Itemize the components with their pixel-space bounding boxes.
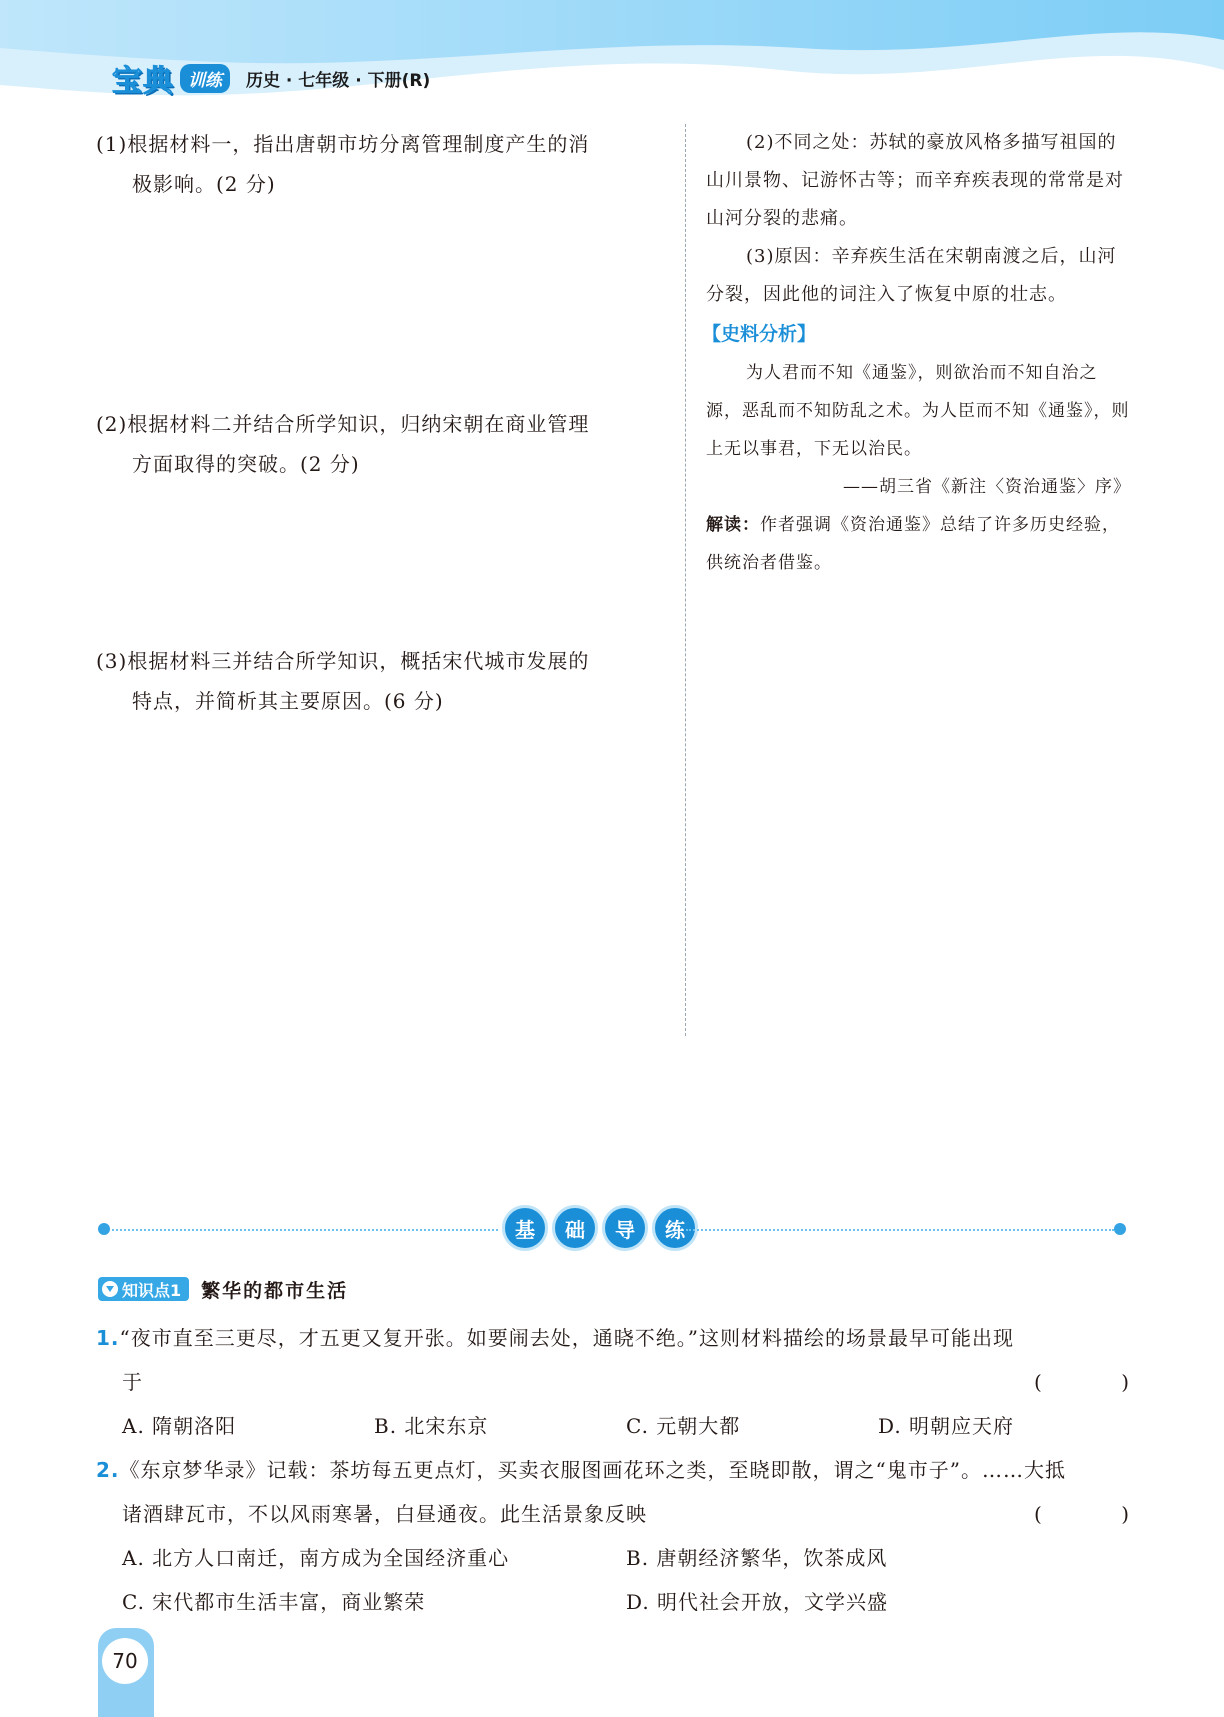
sub-question-text-line2: 极影响。(2 分) bbox=[132, 172, 276, 196]
answer-blank[interactable] bbox=[1034, 1492, 1130, 1536]
option-d[interactable]: D. 明朝应天府 bbox=[878, 1414, 1015, 1438]
sub-question-text-line2: 方面取得的突破。(2 分) bbox=[132, 452, 360, 476]
option-a[interactable]: A. 北方人口南迁，南方成为全国经济重心 bbox=[122, 1546, 510, 1570]
historical-quote: 为人君而不知《通鉴》，则欲治而不知自治之源，恶乱而不知防乱之术。为人臣而不知《通鉴》，则上无以事君，下无以治民。 bbox=[706, 363, 1130, 459]
question-2 bbox=[96, 1448, 1130, 1624]
knowledge-point-tag bbox=[98, 1277, 189, 1301]
banner-char-3: 导 bbox=[602, 1205, 648, 1251]
analysis-paragraph bbox=[706, 506, 1131, 582]
banner-char-4: 练 bbox=[652, 1205, 698, 1251]
option-b[interactable]: B. 北宋东京 bbox=[374, 1414, 489, 1438]
brand-logo bbox=[112, 60, 431, 99]
sub-question-1 bbox=[96, 124, 666, 204]
page-header bbox=[0, 0, 1224, 110]
question-stem-text: 《东京梦华录》记载：茶坊每五更点灯，买卖衣服图画花环之类，至晓即散，谓之“鬼市子”。……大抵 bbox=[119, 1458, 1066, 1482]
page-number-tab bbox=[98, 1628, 154, 1717]
question-stem-text: “夜市直至三更尽，才五更又复开张。如要闹去处，通晓不绝。”这则材料描绘的场景最早可能出现 bbox=[119, 1326, 1014, 1350]
column-divider bbox=[685, 124, 686, 1036]
banner-title bbox=[502, 1205, 698, 1251]
analysis-label: 解读： bbox=[706, 515, 760, 535]
brand-main-text: 宝典 bbox=[112, 64, 174, 99]
knowledge-point-tag-text: 知识点1 bbox=[122, 1280, 182, 1300]
section-title-historical-analysis: 【史料分析】 bbox=[702, 323, 817, 345]
question-options-row1 bbox=[96, 1536, 1130, 1580]
answer-blank-close: ) bbox=[1121, 1370, 1130, 1394]
answer-3: (3)原因：辛弃疾生活在宋朝南渡之后，山河分裂，因此他的词注入了恢复中原的壮志。 bbox=[706, 246, 1117, 305]
banner-dot-left bbox=[98, 1223, 110, 1235]
triangle-down-icon bbox=[102, 1281, 118, 1297]
answer-blank-open: ( bbox=[1034, 1370, 1043, 1394]
sub-question-2 bbox=[96, 404, 666, 484]
sub-question-text-line1: 根据材料二并结合所学知识，归纳宋朝在商业管理 bbox=[127, 412, 590, 436]
answer-blank[interactable] bbox=[1034, 1360, 1130, 1404]
banner-char-2: 础 bbox=[552, 1205, 598, 1251]
answer-blank-close: ) bbox=[1121, 1502, 1130, 1526]
option-c[interactable]: C. 元朝大都 bbox=[626, 1414, 741, 1438]
section-banner bbox=[98, 1205, 1128, 1255]
question-stem-text-cont: 诸酒肆瓦市，不以风雨寒暑，白昼通夜。此生活景象反映 bbox=[122, 1502, 647, 1526]
banner-line-right bbox=[686, 1229, 1114, 1231]
banner-line-left bbox=[112, 1229, 498, 1231]
question-stem-line1 bbox=[96, 1448, 1130, 1492]
banner-dot-right bbox=[1114, 1223, 1126, 1235]
right-column bbox=[702, 124, 1131, 582]
sub-question-text-line1: 根据材料三并结合所学知识，概括宋代城市发展的 bbox=[127, 649, 590, 673]
question-1 bbox=[96, 1316, 1130, 1448]
knowledge-point-heading bbox=[98, 1276, 348, 1302]
question-stem-line1 bbox=[96, 1316, 1130, 1360]
option-c[interactable]: C. 宋代都市生活丰富，商业繁荣 bbox=[122, 1590, 426, 1614]
question-stem-line2 bbox=[96, 1492, 1130, 1536]
analysis-text: 作者强调《资治通鉴》总结了许多历史经验，供统治者借鉴。 bbox=[706, 515, 1120, 573]
option-d[interactable]: D. 明代社会开放，文学兴盛 bbox=[626, 1590, 889, 1614]
question-options-row2 bbox=[96, 1580, 1130, 1624]
sub-question-text-line1: 根据材料一，指出唐朝市坊分离管理制度产生的消 bbox=[127, 132, 590, 156]
question-number: 2. bbox=[96, 1458, 120, 1482]
banner-char-1: 基 bbox=[502, 1205, 548, 1251]
brand-sub-text: 训练 bbox=[180, 64, 230, 93]
question-options bbox=[96, 1404, 1130, 1448]
question-number: 1. bbox=[96, 1326, 120, 1350]
page-number: 70 bbox=[102, 1638, 148, 1684]
question-stem-line2 bbox=[96, 1360, 1130, 1404]
answer-blank-open: ( bbox=[1034, 1502, 1043, 1526]
quote-source: ——胡三省《新注〈资治通鉴〉序》 bbox=[843, 477, 1131, 497]
sub-question-number: (2) bbox=[96, 412, 128, 436]
sub-question-3 bbox=[96, 641, 666, 721]
answer-2: (2)不同之处：苏轼的豪放风格多描写祖国的山川景物、记游怀古等；而辛弃疾表现的常常是对山河分裂的悲痛。 bbox=[706, 132, 1124, 229]
option-a[interactable]: A. 隋朝洛阳 bbox=[122, 1414, 237, 1438]
sub-question-text-line2: 特点，并简析其主要原因。(6 分) bbox=[132, 689, 444, 713]
question-stem-text-cont: 于 bbox=[122, 1370, 143, 1394]
sub-question-number: (1) bbox=[96, 132, 128, 156]
subject-label: 历史 · 七年级 · 下册(R) bbox=[246, 70, 431, 91]
knowledge-point-title: 繁华的都市生活 bbox=[201, 1279, 349, 1302]
option-b[interactable]: B. 唐朝经济繁华，饮茶成风 bbox=[626, 1546, 888, 1570]
sub-question-number: (3) bbox=[96, 649, 128, 673]
